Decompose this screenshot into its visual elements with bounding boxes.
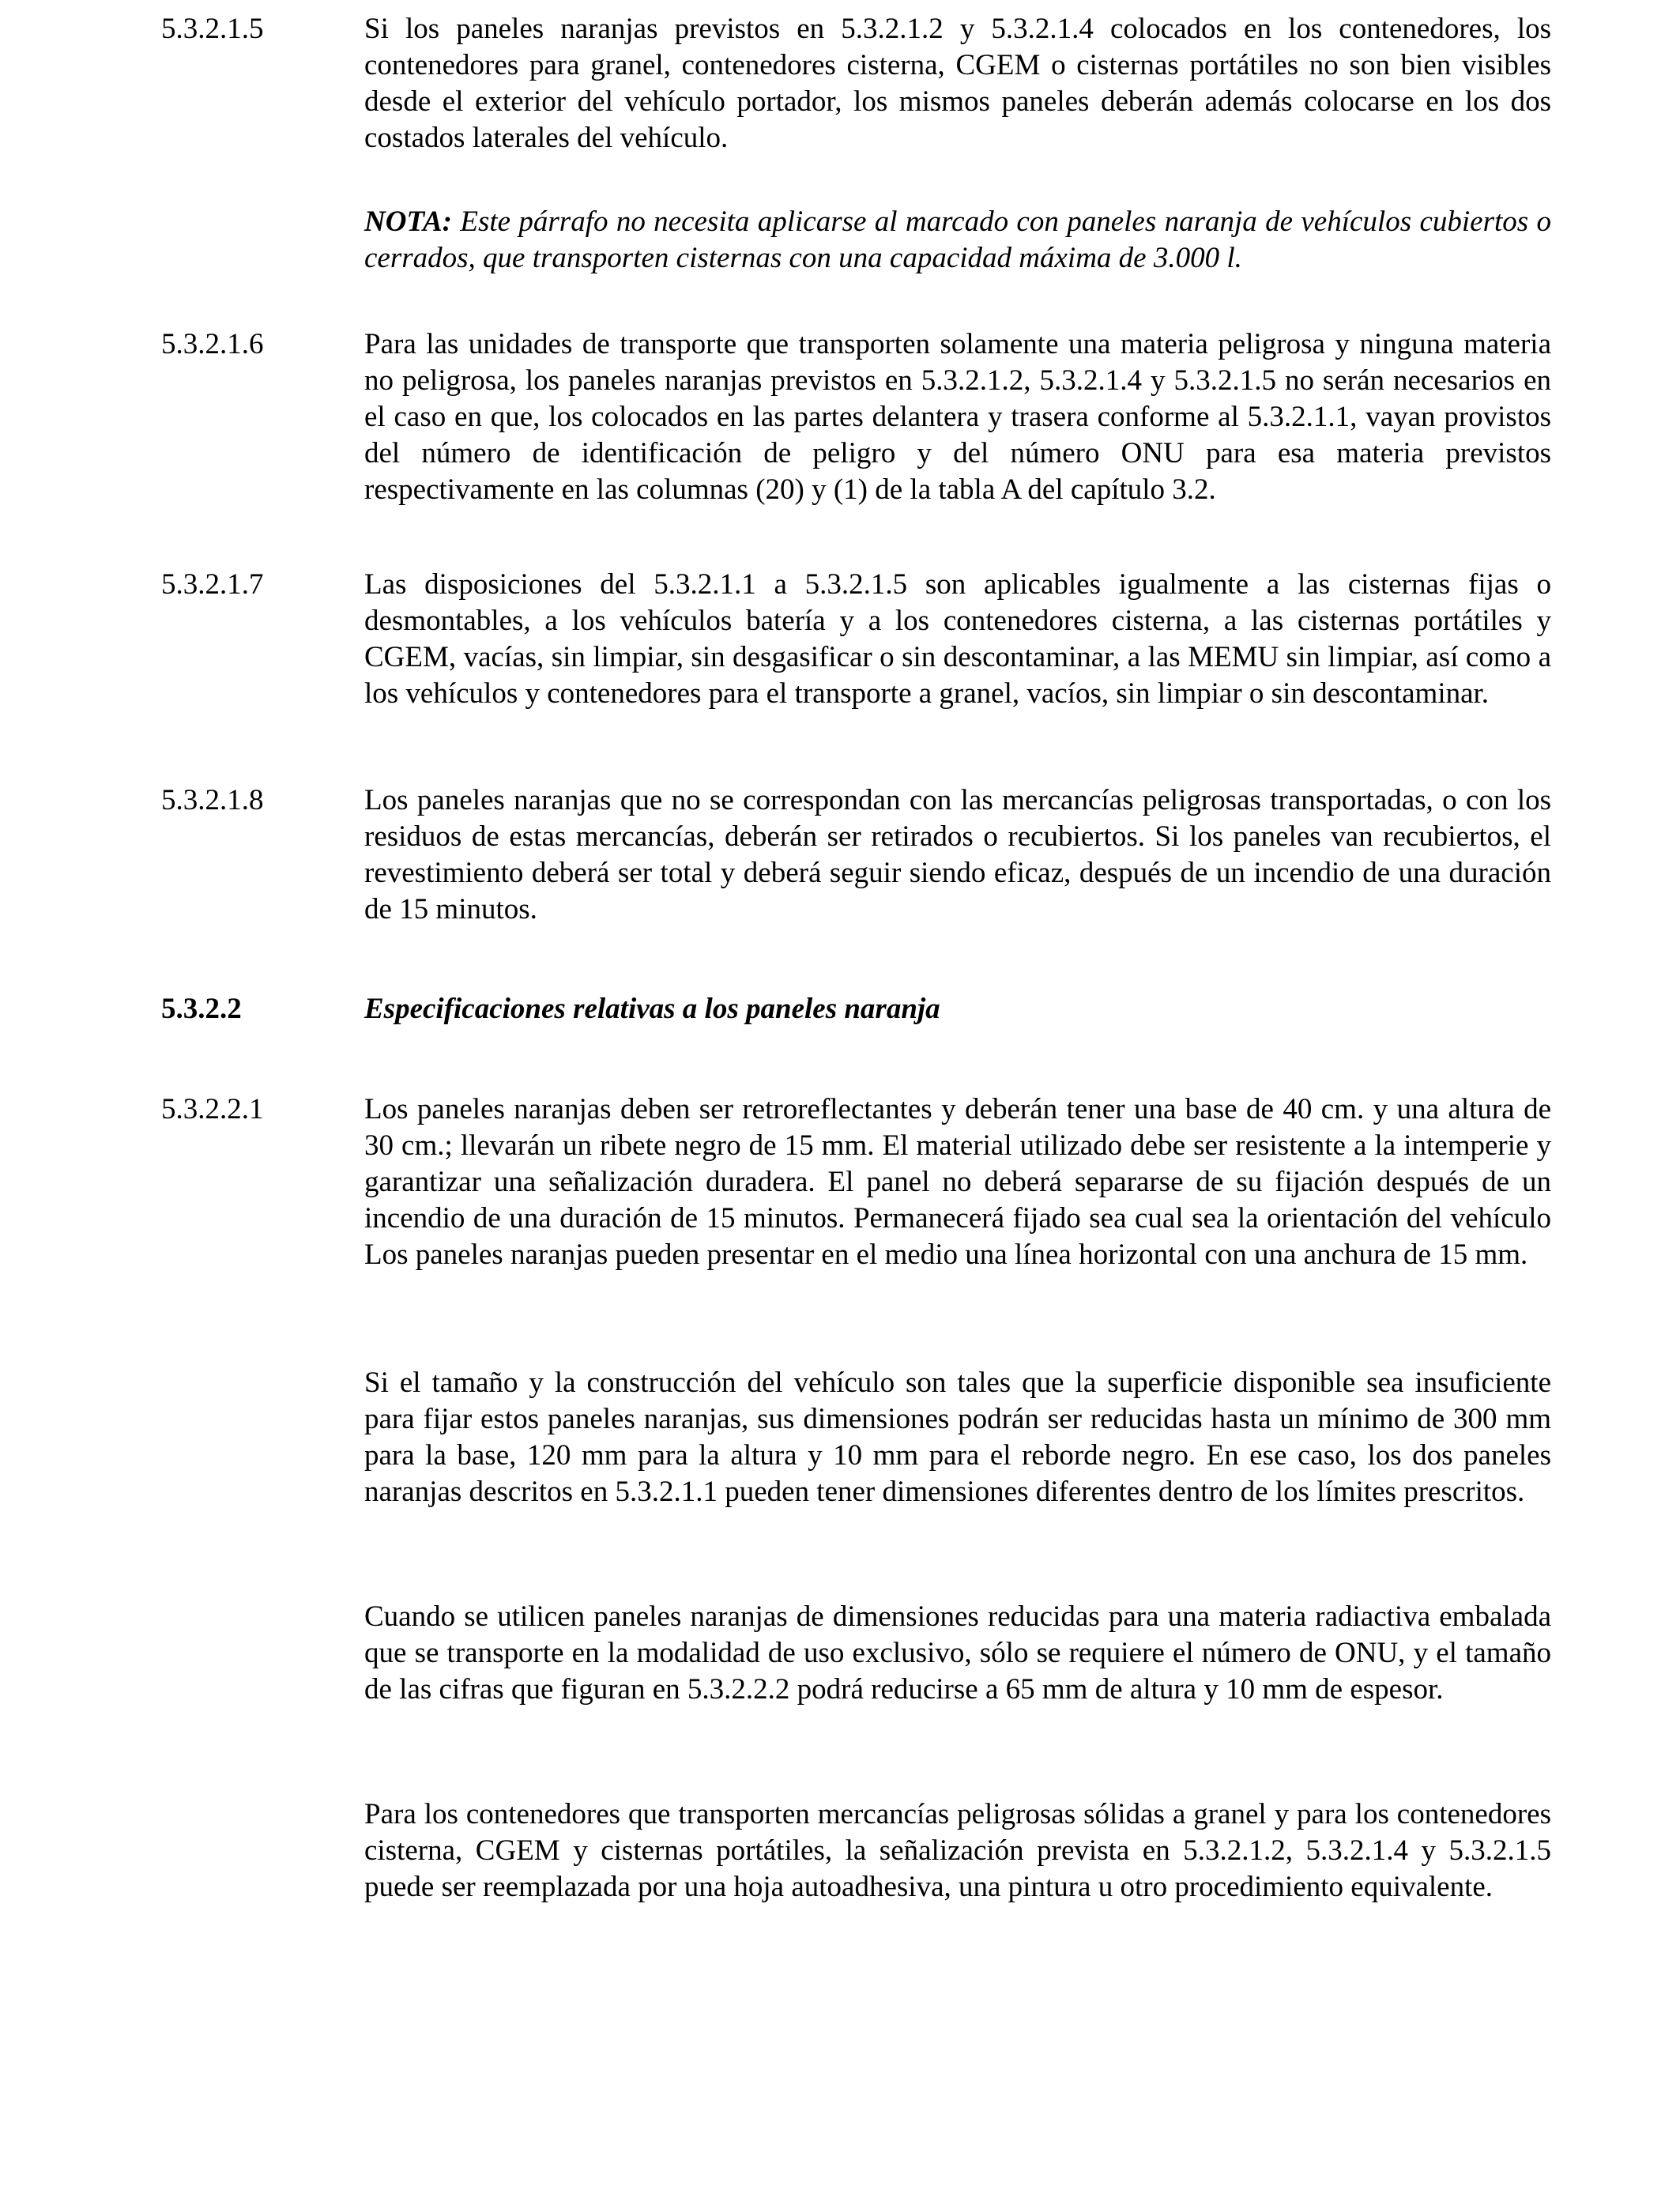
section-body-2 [364,1365,1551,1510]
section-number: 5.3.2.2 [161,993,242,1025]
paragraph: Si los paneles naranjas previstos en 5.3.2.1.2 y 5.3.2.1.4 colocados en los contenedores, los contenedores para granel, contenedores cisterna, CGEM o cisternas portátiles no son bien visibles desde el exterior del vehículo portador, los mismos paneles deberán además colocarse en los dos costados laterales del vehículo. [364,13,1551,154]
section-body [364,567,1551,712]
paragraph: Para las unidades de transporte que transporten solamente una materia peligrosa y ninguna materia no peligrosa, los paneles naranjas previstos en 5.3.2.1.2, 5.3.2.1.4 y 5.3.2.1.5 no serán necesarios en el caso en que, los colocados en las partes delantera y trasera conforme al 5.3.2.1.1, vayan provistos del número de identificación de peligro y del número ONU para esa materia previstos respectivamente en las columnas (20) y (1) de la tabla A del capítulo 3.2. [364,328,1551,506]
note-paragraph [364,204,1551,277]
note-label: NOTA: [364,205,452,238]
note-block [364,204,1551,277]
section-heading: Especificaciones relativas a los paneles naranja [364,993,940,1025]
paragraph-2: Si el tamaño y la construcción del vehículo son tales que la superficie disponible sea insuficiente para fijar estos paneles naranjas, sus dimensiones podrán ser reducidas hasta un mínimo de 300 mm para la base, 120 mm para la altura y 10 mm para el reborde negro. En ese caso, los dos paneles naranjas descritos en 5.3.2.1.1 pueden tener dimensiones diferentes dentro de los límites prescritos. [364,1367,1551,1508]
paragraph: Los paneles naranjas que no se correspondan con las mercancías peligrosas transportadas, o con los residuos de estas mercancías, deberán ser retirados o recubiertos. Si los paneles van recubiertos, el revestimiento deberá ser total y deberá seguir siendo eficaz, después de un incendio de una duración de 15 minutos. [364,784,1551,925]
section-body [364,326,1551,508]
section-number: 5.3.2.2.1 [161,1093,264,1125]
section-number: 5.3.2.1.6 [161,328,264,360]
section-number: 5.3.2.1.7 [161,568,264,601]
section-number: 5.3.2.1.8 [161,784,264,816]
section-body-4 [364,1796,1551,1906]
note-text: Este párrafo no necesita aplicarse al marcado con paneles naranja de vehículos cubiertos o cerrados, que transporten cisternas con una capacidad máxima de 3.000 l. [364,205,1551,274]
paragraph-4: Para los contenedores que transporten mercancías peligrosas sólidas a granel y para los contenedores cisterna, CGEM y cisternas portátiles, la señalización prevista en 5.3.2.1.2, 5.3.2.1.4 y 5.3.2.1.5 puede ser reemplazada por una hoja autoadhesiva, una pintura u otro procedimiento equivalente. [364,1798,1551,1903]
section-body-3 [364,1599,1551,1708]
section-number: 5.3.2.1.5 [161,13,264,45]
paragraph-1: Los paneles naranjas deben ser retroreflectantes y deberán tener una base de 40 cm. y una altura de 30 cm.; llevarán un ribete negro de 15 mm. El material utilizado debe ser resistente a la intemperie y garantizar una señalización duradera. El panel no deberá separarse de su fijación después de un incendio de una duración de 15 minutos. Permanecerá fijado sea cual sea la orientación del vehículo Los paneles naranjas pueden presentar en el medio una línea horizontal con una anchura de 15 mm. [364,1093,1551,1271]
paragraph: Las disposiciones del 5.3.2.1.1 a 5.3.2.1.5 son aplicables igualmente a las cisternas fijas o desmontables, a los vehículos batería y a los contenedores cisterna, a las cisternas portátiles y CGEM, vacías, sin limpiar, sin desgasificar o sin descontaminar, a las MEMU sin limpiar, así como a los vehículos y contenedores para el transporte a granel, vacíos, sin limpiar o sin descontaminar. [364,568,1551,710]
paragraph-3: Cuando se utilicen paneles naranjas de dimensiones reducidas para una materia radiactiva embalada que se transporte en la modalidad de uso exclusivo, sólo se requiere el número de ONU, y el tamaño de las cifras que figuran en 5.3.2.2.2 podrá reducirse a 65 mm de altura y 10 mm de espesor. [364,1600,1551,1706]
section-body [364,782,1551,928]
section-body [364,1091,1551,1273]
section-body [364,11,1551,156]
